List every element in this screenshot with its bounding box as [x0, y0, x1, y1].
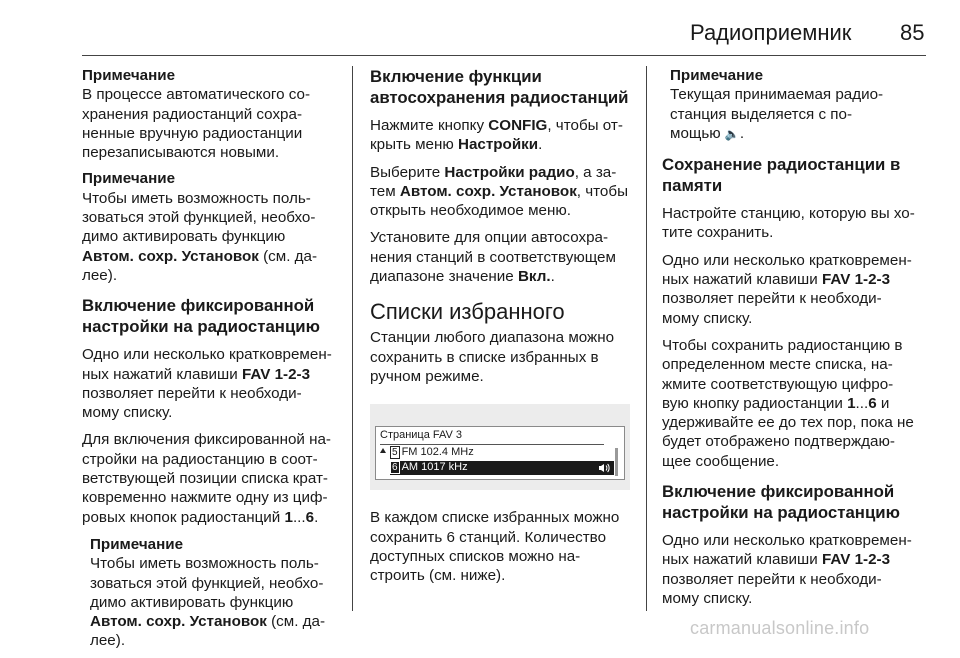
text-line: Чтобы иметь возможность поль-	[90, 555, 319, 573]
text-line: перезаписываются новыми.	[82, 144, 280, 162]
text-line: станция выделяется с по-	[670, 105, 853, 123]
preset-number: 5	[392, 447, 398, 459]
text-fragment: крыть меню	[370, 136, 458, 154]
key-name: FAV 1-2-3	[241, 365, 311, 383]
text-line: мому списку.	[82, 404, 173, 422]
paragraph-fav-button	[662, 251, 926, 328]
text-line: ненные вручную радиостанции	[82, 124, 303, 142]
text-line: димо активировать функцию	[90, 593, 294, 611]
text-line: Одно или несколько кратковремен-	[662, 251, 912, 269]
column-2	[370, 66, 638, 585]
text-line: строить (см. ниже).	[370, 567, 506, 585]
paragraph-set-option	[370, 228, 638, 286]
text-line: Одно или несколько кратковремен-	[662, 532, 912, 550]
heading-line: Включение фиксированной	[662, 482, 895, 502]
text-line: димо активировать функцию	[82, 228, 286, 246]
text-fragment: .	[314, 508, 319, 526]
text-line: Установите для опции автосохра-	[370, 229, 609, 247]
text-fragment: , чтобы	[576, 182, 628, 200]
text-fragment: , чтобы от-	[547, 117, 623, 134]
note-current-station	[662, 66, 926, 144]
menu-term: Настройки радио	[444, 163, 575, 181]
text-line: лее).	[82, 266, 118, 284]
paragraph-fav-button	[82, 345, 344, 422]
note-autosave	[82, 66, 344, 162]
menu-term: Автом. сохр. Установок	[82, 247, 259, 265]
text-fragment: вую кнопку радиостанции	[662, 394, 848, 412]
text-fragment: ных нажатий клавиши	[662, 271, 822, 289]
text-line	[662, 394, 926, 413]
text-line: удерживайте ее до тех пор, пока не	[662, 414, 914, 432]
header-title: Радиоприемник	[690, 20, 852, 45]
text-line: доступных списков можно на-	[370, 547, 581, 565]
text-line: тите сохранить.	[662, 224, 774, 242]
speaker-icon	[598, 463, 610, 477]
text-line: сохранить в списке избранных в	[370, 348, 599, 366]
text-fragment: .	[550, 268, 555, 286]
scroll-up-arrow-icon	[380, 448, 386, 453]
text-fragment: .	[538, 136, 543, 154]
key-name: 1	[847, 394, 856, 412]
column-divider-2	[646, 66, 647, 611]
watermark: carmanualsonline.info	[690, 618, 870, 638]
text-line	[90, 612, 344, 631]
radio-display-illustration	[370, 404, 630, 490]
preset-number: 6	[392, 462, 398, 474]
fav-station-row-selected	[390, 461, 614, 475]
heading-line: Сохранение радиостанции в	[662, 155, 901, 175]
paragraph-tune-station	[662, 204, 926, 243]
note-activate-function-2	[82, 535, 344, 651]
heading-line: автосохранения радиостанций	[370, 88, 629, 107]
section-heading-favourites: Списки избранного	[370, 299, 565, 325]
menu-term: Настройки	[457, 136, 539, 154]
key-name: 6	[305, 508, 315, 526]
text-line: Чтобы сохранить радиостанцию в	[662, 336, 903, 354]
fav-page-title: Страница FAV 3	[380, 429, 463, 442]
paragraph-favourites-intro	[370, 328, 638, 386]
section-heading-fixed-tuning	[662, 481, 926, 523]
text-fragment: (см. да-	[258, 247, 318, 265]
key-name: FAV 1-2-3	[821, 551, 891, 569]
note-heading: Примечание	[82, 170, 176, 188]
section-heading-save-station	[662, 154, 926, 196]
screen-divider	[380, 444, 604, 445]
text-line	[82, 247, 344, 266]
text-line	[662, 270, 926, 289]
text-fragment: Нажмите кнопку	[370, 117, 489, 134]
text-line	[370, 182, 638, 201]
page-number: 85	[900, 20, 925, 45]
text-fragment: мощью	[670, 124, 725, 142]
radio-display-screen	[375, 426, 625, 480]
paragraph-select-menu	[370, 163, 638, 221]
text-fragment: тем	[370, 182, 400, 200]
text-line: стройки на радиостанцию в соот-	[82, 450, 318, 468]
paragraph-hold-button	[662, 336, 926, 471]
note-activate-function	[82, 169, 344, 285]
text-line: зоваться этой функцией, необхо-	[82, 209, 316, 227]
text-line: жмите соответствующую цифро-	[662, 375, 894, 393]
header-rule	[82, 55, 926, 56]
text-fragment: ных нажатий клавиши	[82, 365, 242, 383]
text-line	[370, 116, 638, 135]
text-fragment: , а за-	[574, 163, 617, 181]
paragraph-config	[370, 116, 638, 155]
heading-line: настройки на радиостанцию	[82, 317, 320, 337]
note-heading: Примечание	[82, 67, 176, 84]
text-line: открыть необходимое меню.	[370, 202, 571, 220]
menu-term: Вкл.	[517, 268, 551, 286]
text-line: позволяет перейти к необходи-	[82, 384, 302, 402]
key-name: CONFIG	[488, 117, 548, 134]
section-heading-fixed-tuning	[82, 295, 344, 337]
text-line: определенном месте списка, на-	[662, 356, 893, 374]
text-line: ручном режиме.	[370, 367, 484, 385]
heading-line: настройки на радиостанцию	[662, 503, 900, 523]
text-fragment: .	[739, 124, 745, 142]
text-line: Настройте станцию, которую вы хо-	[662, 205, 915, 223]
menu-term: Автом. сохр. Установок	[90, 613, 267, 631]
column-3	[662, 66, 926, 608]
text-line	[370, 135, 638, 154]
paragraph-list-count	[370, 508, 638, 585]
text-fragment: Выберите	[370, 163, 445, 181]
menu-term: Автом. сохр. Установок	[399, 182, 577, 200]
text-line	[82, 365, 344, 384]
text-line	[370, 267, 638, 286]
text-line: ветствующей позиции списка крат-	[82, 470, 328, 488]
text-line: позволяет перейти к необходи-	[662, 290, 882, 308]
text-line: В каждом списке избранных можно	[370, 509, 620, 527]
key-name: FAV 1-2-3	[821, 271, 891, 289]
text-line: позволяет перейти к необходи-	[662, 570, 882, 588]
text-line: Чтобы иметь возможность поль-	[82, 189, 311, 207]
station-frequency: FM 102.4 MHz	[401, 446, 474, 459]
paragraph-fav-button-2	[662, 531, 926, 608]
section-heading-autosave	[370, 66, 638, 108]
text-fragment: ...	[292, 508, 306, 526]
paragraph-station-buttons	[82, 430, 344, 526]
text-line: ковременно нажмите одну из циф-	[82, 489, 328, 507]
text-line: мому списку.	[662, 309, 753, 327]
heading-line: Включение фиксированной	[82, 296, 315, 316]
text-line: хранения радиостанций сохра-	[82, 105, 303, 123]
speaker-icon: 🔈	[724, 126, 740, 141]
text-line: Станции любого диапазона можно	[370, 329, 615, 347]
key-name: 1	[284, 508, 293, 526]
column-1	[82, 66, 344, 658]
text-line: зоваться этой функцией, необхо-	[90, 574, 324, 592]
note-heading: Примечание	[670, 67, 764, 84]
note-heading: Примечание	[90, 535, 184, 553]
text-fragment: ных нажатий клавиши	[662, 551, 822, 569]
text-line: сохранить 6 станций. Количество	[370, 528, 607, 546]
text-line: Одно или несколько кратковремен-	[82, 346, 332, 364]
text-line	[370, 163, 638, 182]
text-fragment: диапазоне значение	[370, 268, 518, 286]
station-frequency: AM 1017 kHz	[401, 461, 468, 474]
text-fragment: (см. да-	[266, 613, 326, 631]
key-name: 6	[868, 394, 877, 412]
text-fragment: ...	[855, 394, 869, 412]
text-line: лее).	[90, 632, 126, 650]
text-fragment: и	[876, 394, 890, 412]
text-line: мому списку.	[662, 589, 753, 607]
text-line: щее сообщение.	[662, 452, 780, 470]
text-line: Для включения фиксированной на-	[82, 431, 331, 449]
text-fragment: ровых кнопок радиостанций	[82, 508, 285, 526]
heading-line: Включение функции	[370, 67, 542, 86]
scrollbar	[615, 448, 618, 476]
text-line: будет отображено подтверждаю-	[662, 433, 895, 451]
text-line	[82, 508, 344, 527]
text-line	[662, 550, 926, 569]
text-line: нения станций в соответствующем	[370, 248, 616, 266]
column-divider-1	[352, 66, 353, 611]
fav-station-row	[390, 446, 474, 459]
text-line: Текущая принимаемая радио-	[670, 86, 884, 104]
text-line: В процессе автоматического со-	[82, 86, 311, 104]
text-line	[670, 124, 926, 144]
heading-line: памяти	[662, 176, 723, 196]
